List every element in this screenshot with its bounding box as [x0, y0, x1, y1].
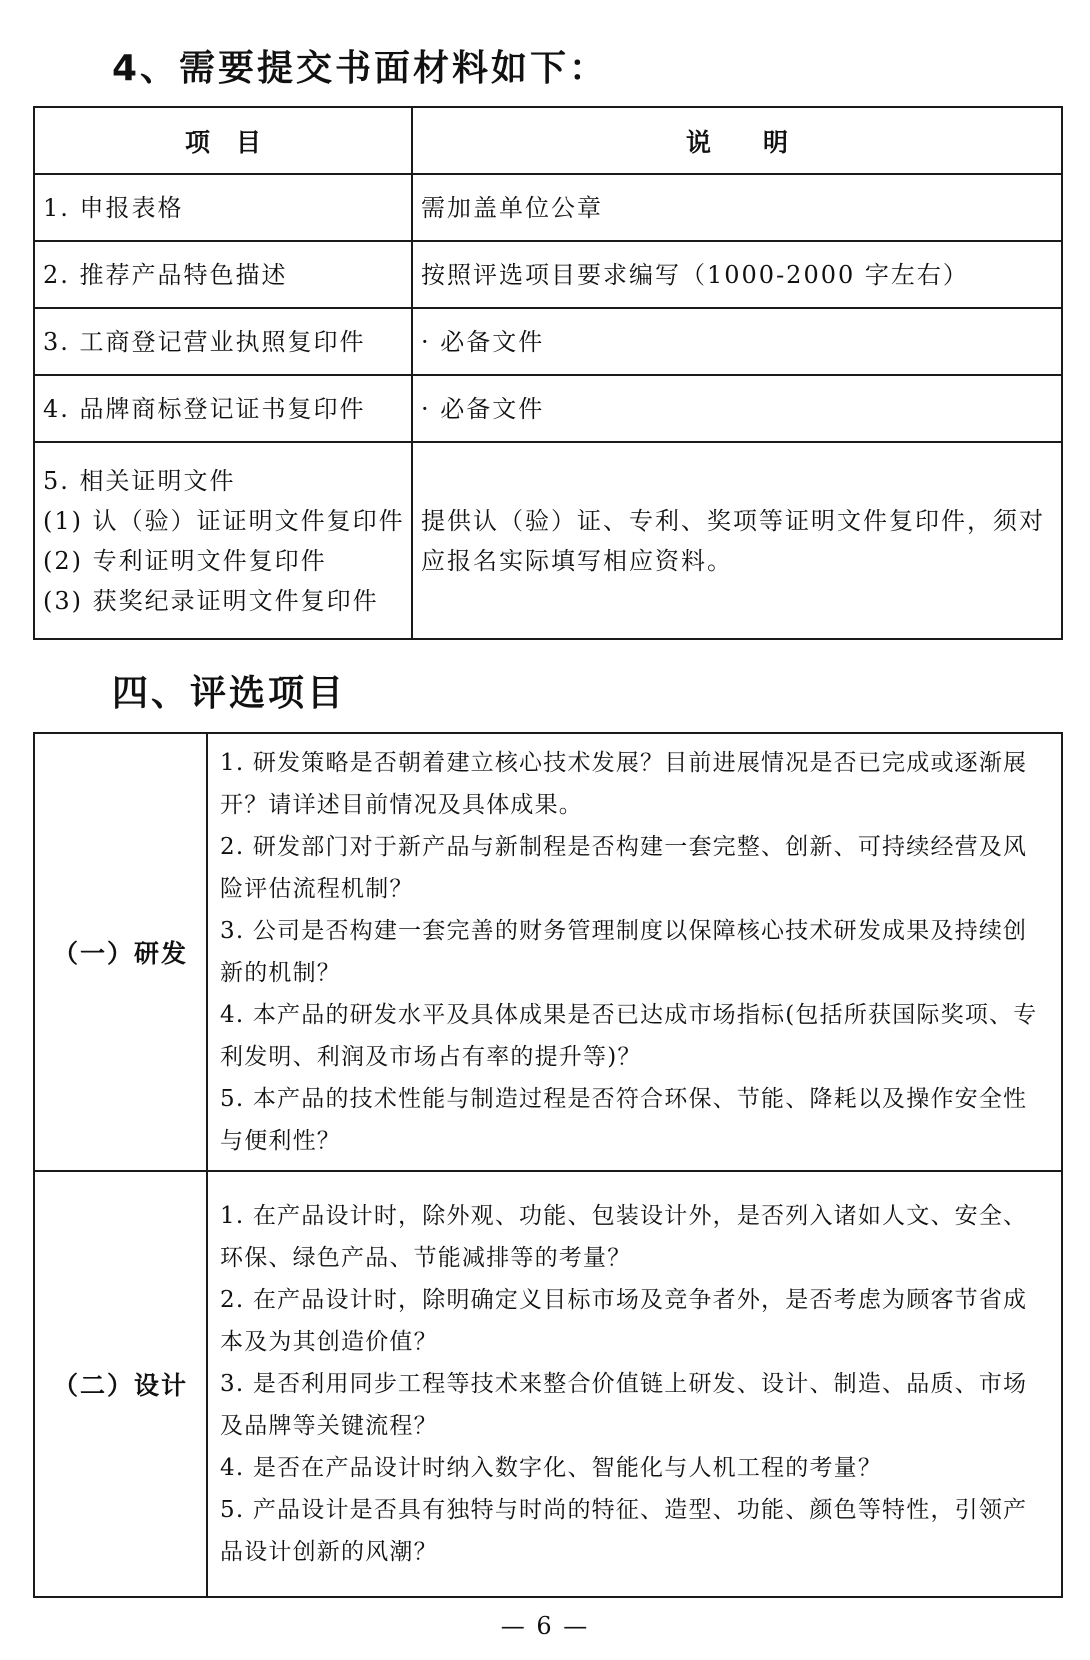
section-heading-criteria: 四、评选项目 — [112, 673, 347, 714]
criteria-item: 3. 公司是否构建一套完善的财务管理制度以保障核心技术研发成果及持续创新的机制？ — [220, 918, 1028, 986]
table-row — [34, 1171, 1062, 1597]
material-subitem: (1) 认（验）证证明文件复印件 — [43, 506, 405, 535]
column-header-description: 说明 — [412, 107, 1062, 174]
criteria-item: 1. 研发策略是否朝着建立核心技术发展？目前进展情况是否已完成或逐渐展开？请详述目前情况及具体成果。 — [220, 750, 1028, 818]
column-header-item: 项目 — [34, 107, 412, 174]
criteria-item: 2. 研发部门对于新产品与新制程是否构建一套完整、创新、可持续经营及风险评估流程机制？ — [220, 834, 1028, 902]
table-header-row — [34, 107, 1062, 174]
table-row — [34, 308, 1062, 375]
material-item: 2. 推荐产品特色描述 — [34, 241, 412, 308]
criteria-items — [207, 1171, 1062, 1597]
table-row — [34, 442, 1062, 639]
criteria-item: 4. 本产品的研发水平及具体成果是否已达成市场指标(包括所获国际奖项、专利发明、利润及市场占有率的提升等)？ — [220, 1002, 1038, 1070]
criteria-table — [33, 732, 1063, 1598]
material-item: 1. 申报表格 — [34, 174, 412, 241]
table-row — [34, 733, 1062, 1171]
material-item: 4. 品牌商标登记证书复印件 — [34, 375, 412, 442]
criteria-item: 5. 产品设计是否具有独特与时尚的特征、造型、功能、颜色等特性，引领产品设计创新的风潮？ — [220, 1497, 1028, 1565]
criteria-item: 1. 在产品设计时，除外观、功能、包装设计外，是否列入诸如人文、安全、环保、绿色产品、节能减排等的考量？ — [220, 1203, 1028, 1271]
table-row — [34, 174, 1062, 241]
section-heading-materials: 4、需要提交书面材料如下： — [112, 48, 609, 89]
material-item — [34, 442, 412, 639]
page-number: — 6 — — [500, 1612, 590, 1640]
table-row — [34, 375, 1062, 442]
material-subitem: (3) 获奖纪录证明文件复印件 — [43, 586, 379, 615]
criteria-item: 2. 在产品设计时，除明确定义目标市场及竞争者外，是否考虑为顾客节省成本及为其创造价值？ — [220, 1287, 1028, 1355]
criteria-items — [207, 733, 1062, 1171]
criteria-category: （二）设计 — [34, 1171, 207, 1597]
criteria-item: 5. 本产品的技术性能与制造过程是否符合环保、节能、降耗以及操作安全性与便利性？ — [220, 1086, 1028, 1154]
criteria-item: 4. 是否在产品设计时纳入数字化、智能化与人机工程的考量？ — [220, 1455, 883, 1481]
material-description: · 必备文件 — [412, 375, 1062, 442]
materials-table — [33, 106, 1063, 640]
material-description: 提供认（验）证、专利、奖项等证明文件复印件，须对应报名实际填写相应资料。 — [412, 442, 1062, 639]
material-description: 需加盖单位公章 — [412, 174, 1062, 241]
table-row — [34, 241, 1062, 308]
criteria-item: 3. 是否利用同步工程等技术来整合价值链上研发、设计、制造、品质、市场及品牌等关键流程？ — [220, 1371, 1028, 1439]
material-item-title: 5. 相关证明文件 — [43, 466, 236, 495]
material-description: 按照评选项目要求编写（1000-2000 字左右） — [412, 241, 1062, 308]
criteria-category: （一）研发 — [34, 733, 207, 1171]
material-description: · 必备文件 — [412, 308, 1062, 375]
material-item: 3. 工商登记营业执照复印件 — [34, 308, 412, 375]
material-subitem: (2) 专利证明文件复印件 — [43, 546, 327, 575]
